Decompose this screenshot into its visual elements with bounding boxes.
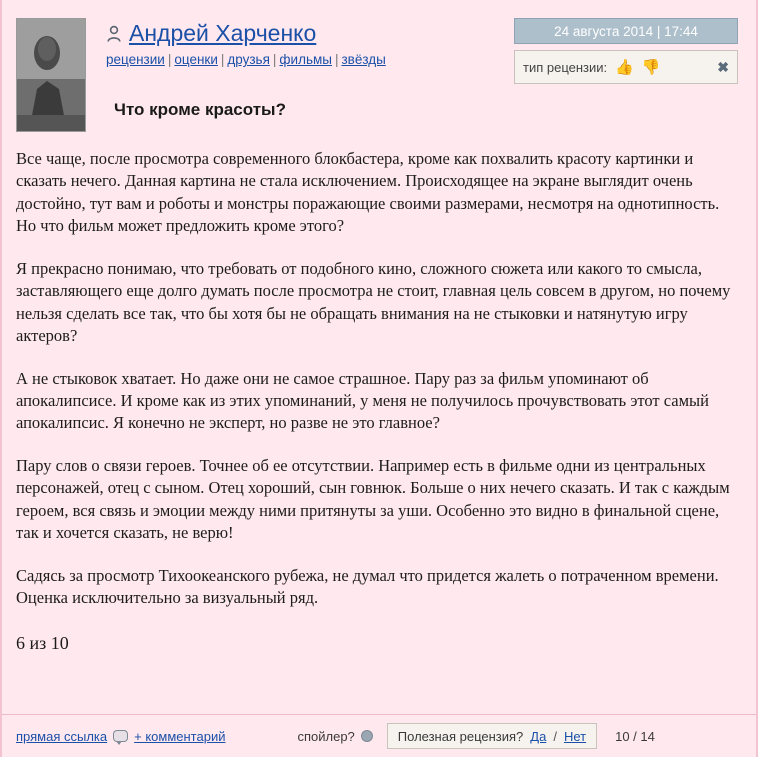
thumbs-up-icon[interactable]: 👍	[615, 58, 634, 76]
review-date: 24 августа 2014 | 17:44	[514, 18, 738, 44]
nav-separator: |	[167, 52, 172, 67]
review-paragraph: Пару слов о связи героев. Точнее об ее отсутствии. Например есть в фильме одни из центральных персонажей, отец с сыном. Отец хороший, сын говнюк. Больше о них нечего сказать. И так с каждым героем, вся связь и эмоции между ними притянуты за уши. Особенно это видно в финальной сцене, так и хочется сказать, не верю!	[16, 455, 730, 543]
author-name-link[interactable]: Андрей Харченко	[129, 20, 317, 46]
nav-item-ratings[interactable]: оценки	[174, 52, 218, 67]
useful-review-box	[387, 723, 597, 749]
nav-separator: |	[334, 52, 339, 67]
comment-icon	[113, 730, 128, 742]
useful-no-link[interactable]: Нет	[563, 728, 587, 744]
nav-item-friends[interactable]: друзья	[227, 52, 270, 67]
nav-separator: |	[272, 52, 277, 67]
review-type-thumbs	[615, 60, 660, 75]
useful-counter: 10 / 14	[615, 728, 655, 744]
thumbs-down-icon[interactable]: 👎	[641, 58, 661, 76]
footer-left-group	[2, 729, 225, 744]
review-type-bar	[514, 50, 738, 84]
review-body	[16, 148, 742, 654]
add-comment-link[interactable]: + комментарий	[134, 728, 226, 744]
author-line	[106, 20, 316, 47]
useful-yes-link[interactable]: Да	[530, 728, 547, 744]
nav-item-films[interactable]: фильмы	[279, 52, 332, 67]
avatar-photo	[17, 19, 85, 131]
review-paragraph: Все чаще, после просмотра современного блокбастера, кроме как похвалить красоту картинки и сказать нечего. Данная картина не стала исключением. Происходящее на экране выглядит очень достойно, тут вам и роботы и монстры поражающие своими размерами, несмотря на однотипность. Но что фильм может предложить кроме этого?	[16, 149, 720, 236]
nav-separator: |	[220, 52, 225, 67]
author-nav	[106, 52, 386, 67]
user-icon	[106, 25, 122, 43]
review-type-label: тип рецензии:	[523, 59, 608, 75]
avatar	[16, 18, 86, 132]
permalink-link[interactable]: прямая ссылка	[16, 728, 108, 744]
useful-question-label: Полезная рецензия?	[397, 728, 524, 744]
spoiler-group	[297, 729, 372, 744]
useful-separator: /	[553, 728, 557, 744]
nav-item-reviews[interactable]: рецензии	[106, 52, 165, 67]
close-icon[interactable]: ✖	[717, 58, 729, 75]
review-paragraph: Я прекрасно понимаю, что требовать от подобного кино, сложного сюжета или какого то смысла, заставляющего еще долго думать после просмотра не стоит, главная цель совсем в другом, но почему нельзя сделать все так, что бы хотя бы не обращать внимания на не стыковки и натянутую игру актеров?	[16, 258, 731, 346]
spoiler-dot-icon[interactable]	[361, 730, 373, 742]
review-title: Что кроме красоты?	[114, 100, 286, 119]
nav-item-stars[interactable]: звёзды	[341, 52, 386, 67]
review-header	[2, 0, 756, 140]
review-footer	[2, 714, 756, 757]
review-score: 6 из 10	[16, 633, 69, 654]
review-paragraph: А не стыковок хватает. Но даже они не самое страшное. Пару раз за фильм упоминают об апокалипсисе. И кроме как из этих упоминаний, у меня не получилось прочувствовать этот самый апокалипсис. Я конечно не эксперт, но разве не это главное?	[16, 368, 709, 433]
spoiler-label: спойлер?	[297, 728, 355, 744]
review-paragraph: Садясь за просмотр Тихоокеанского рубежа, не думал что придется жалеть о потраченном времени. Оценка исключительно за визуальный ряд.	[16, 565, 719, 607]
